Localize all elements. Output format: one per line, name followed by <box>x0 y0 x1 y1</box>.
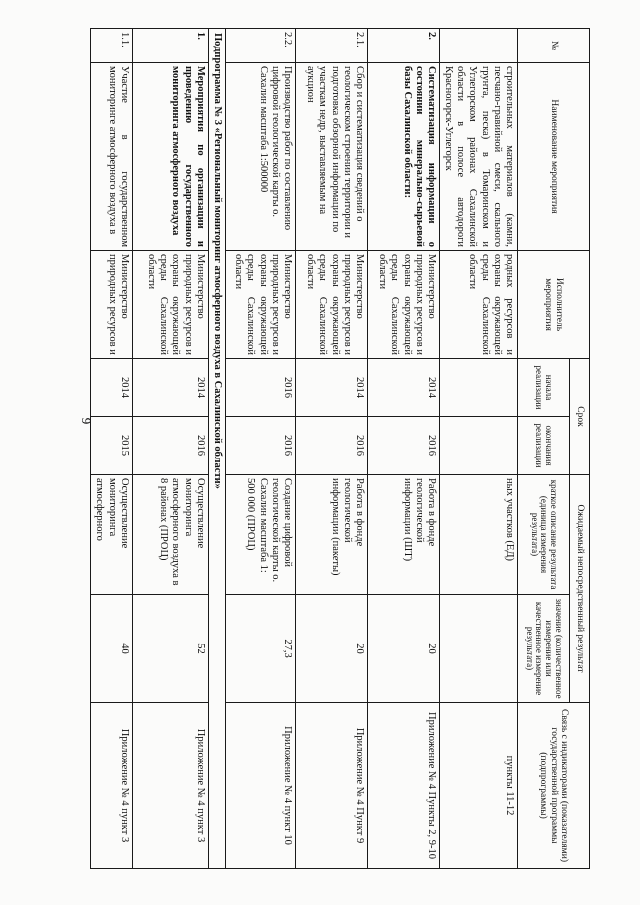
row-start: 2014 <box>91 359 133 417</box>
row-value: 52 <box>132 595 208 703</box>
row-link: Приложение № 4 пункт 10 <box>225 703 295 869</box>
row-description: Работа в фонде геологической информации (ШТ) <box>367 475 439 595</box>
row-name: Мероприятия по организации и проведению государственного мониторинга атмосферного воздуха <box>132 63 208 251</box>
table-row <box>132 29 208 869</box>
header-value: значение (количественное измерение или качественное измерение результата) <box>518 595 570 703</box>
row-description: Работа в фонде геологической информации (пакеты) <box>295 475 367 595</box>
row-num: 2.1. <box>295 29 367 63</box>
table-row <box>439 29 517 869</box>
program-table <box>90 28 590 869</box>
header-link: Связь с индикаторами (показателями) государственной программы (подпрограммы) <box>518 703 590 869</box>
row-end: 2016 <box>132 417 208 475</box>
row-start: 2016 <box>225 359 295 417</box>
row-end: 2015 <box>91 417 133 475</box>
table-row <box>367 29 439 869</box>
row-end: 2016 <box>367 417 439 475</box>
row-value: 20 <box>295 595 367 703</box>
row-end: 2016 <box>295 417 367 475</box>
row-link: Приложение № 4 Пункт 9 <box>295 703 367 869</box>
row-end <box>439 417 517 475</box>
row-num: 2.2. <box>225 29 295 63</box>
table-row <box>295 29 367 869</box>
rotated-table-container <box>94 28 590 868</box>
table-row <box>225 29 295 869</box>
row-start: 2014 <box>367 359 439 417</box>
row-num: 1. <box>132 29 208 63</box>
row-executor: родных ресурсов и охраны окружающей среды Сахалинской области <box>439 251 517 359</box>
row-executor: Министерство природных ресурсов и <box>91 251 133 359</box>
row-value: 27,3 <box>225 595 295 703</box>
row-num: 2. <box>367 29 439 63</box>
row-start: 2014 <box>295 359 367 417</box>
row-num <box>439 29 517 63</box>
row-executor: Министерство природных ресурсов и охраны окружающей среды Сахалинской области <box>295 251 367 359</box>
row-value <box>439 595 517 703</box>
row-description: Создание цифровой геологической карты о. Сахалин масштаба 1: 500 000 (ПРОЦ) <box>225 475 295 595</box>
header-executor: Исполнитель мероприятия <box>518 251 590 359</box>
row-start <box>439 359 517 417</box>
row-description: ных участков (ЕД) <box>439 475 517 595</box>
row-description: Осуществление мониторинга атмосферного <box>91 475 133 595</box>
row-link: Приложение № 4 пункт 3 <box>91 703 133 869</box>
header-description: краткое описание результата (единица измерения результата) <box>518 475 570 595</box>
row-executor: Министерство природных ресурсов и охраны окружающей среды Сахалинской области <box>132 251 208 359</box>
row-num: 1.1. <box>91 29 133 63</box>
header-expected-result: Ожидаемый непосредственный результат <box>570 475 590 703</box>
row-link: пункты 11-12 <box>439 703 517 869</box>
header-name: Наименование мероприятия <box>518 63 590 251</box>
row-end: 2016 <box>225 417 295 475</box>
row-description: Осуществление мониторинга атмосферного воздуха в 8 районах (ПРОЦ) <box>132 475 208 595</box>
row-name: Производство работ по составлению цифровой геологической карты о. Сахалин масштаба 1:500000 <box>225 63 295 251</box>
row-link: Приложение № 4 пункт 3 <box>132 703 208 869</box>
row-name: Систематизация информации о состоянии минерально-сырьевой базы Сахалинской области: <box>367 63 439 251</box>
document-sheet <box>94 28 590 868</box>
header-num: № <box>518 29 590 63</box>
row-name: Сбор и систематизация сведений о геологическом строении территории и подготовка обзорной информации по участкам недр, выставляемым на аукцион <box>295 63 367 251</box>
row-start: 2014 <box>132 359 208 417</box>
page-number: 9 <box>79 417 94 425</box>
row-value: 20 <box>367 595 439 703</box>
subprogram-title: Подпрограмма № 3 «Региональный мониторинг атмосферного воздуха в Сахалинской области» <box>208 29 225 869</box>
row-link: Приложение № 4 Пункты 2, 9-10 <box>367 703 439 869</box>
row-executor: Министерство природных ресурсов и охраны окружающей среды Сахалинской области <box>225 251 295 359</box>
row-name: Участие в государственном мониторинге атмосферного воздуха в <box>91 63 133 251</box>
row-executor: Министерство природных ресурсов и охраны окружающей среды Сахалинской области <box>367 251 439 359</box>
row-name: строительных материалов (камни, песчано-гравийной смеси, скального грунта, песка) в Томаринском и Углегорском районах Сахалинской области в полосе автодороги Красногорск-Углегорск <box>439 63 517 251</box>
header-term: Срок <box>570 359 590 475</box>
row-value: 40 <box>91 595 133 703</box>
header-start: начала реализации <box>518 359 570 417</box>
subprogram-row <box>208 29 225 869</box>
header-end: окончания реализации <box>518 417 570 475</box>
table-row <box>91 29 133 869</box>
